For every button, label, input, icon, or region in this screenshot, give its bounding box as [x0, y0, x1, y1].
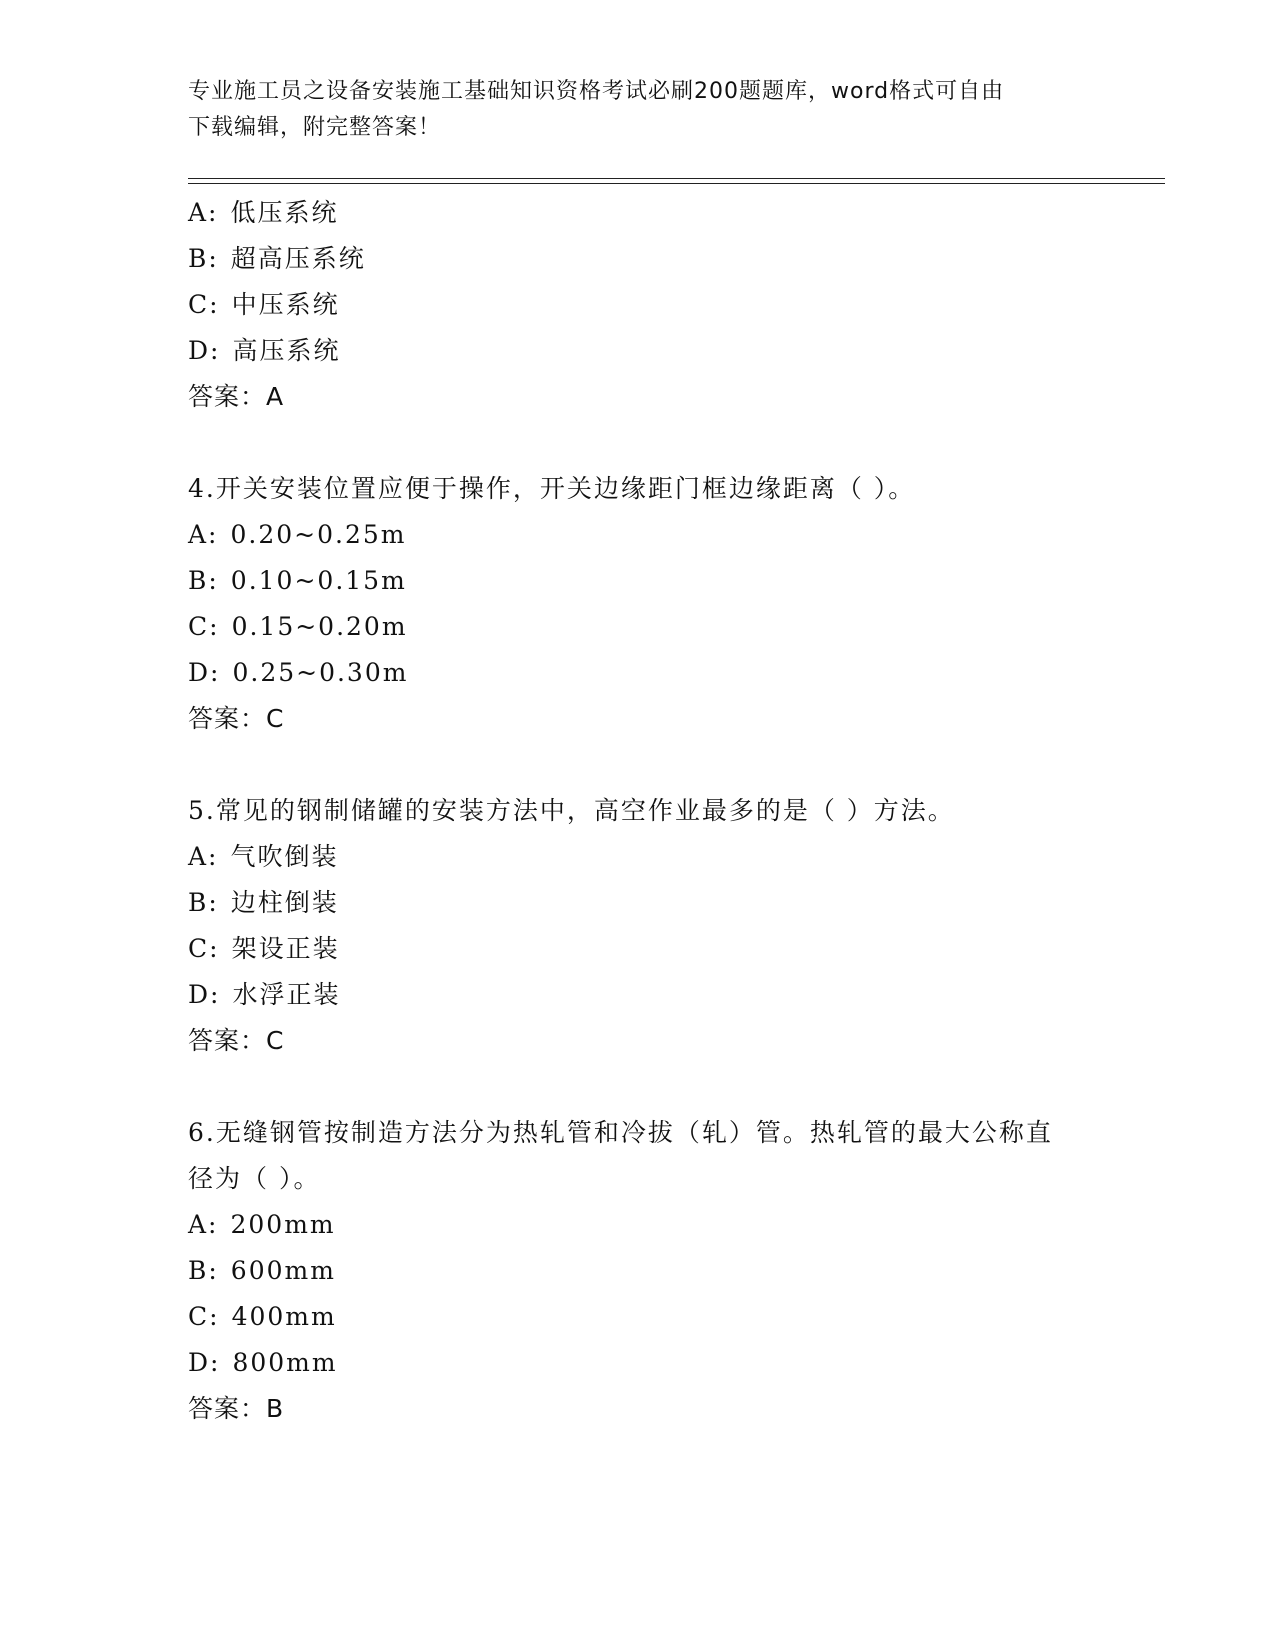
option-label: B:: [188, 244, 219, 273]
option-label: C:: [188, 290, 220, 319]
q5-option-a: [188, 834, 1088, 880]
q4-question: 4.开关安装位置应便于操作，开关边缘距门框边缘距离（ ）。: [188, 474, 916, 503]
q3-option-c: [188, 282, 1088, 328]
option-text: 低压系统: [230, 198, 339, 227]
header-line-2: 下载编辑，附完整答案！: [188, 115, 442, 140]
question-5-block: [188, 788, 1088, 1064]
option-label: B:: [188, 888, 219, 917]
option-label: C:: [188, 612, 220, 641]
spacer: [188, 420, 1088, 466]
option-label: B:: [188, 566, 219, 595]
header-divider-bottom: [188, 183, 1165, 184]
question-3-block: [188, 190, 1088, 420]
option-label: C:: [188, 934, 220, 963]
spacer: [188, 1064, 1088, 1110]
q6-option-c: [188, 1294, 1088, 1340]
option-text: 800mm: [232, 1348, 338, 1377]
q5-option-d: [188, 972, 1088, 1018]
q4-option-c: [188, 604, 1088, 650]
spacer: [188, 742, 1088, 788]
q5-option-c: [188, 926, 1088, 972]
q6-answer: 答案：B: [188, 1394, 285, 1423]
option-text: 气吹倒装: [230, 842, 339, 871]
q6-option-b: [188, 1248, 1088, 1294]
q6-option-d: [188, 1340, 1088, 1386]
q6-option-a: [188, 1202, 1088, 1248]
option-text: 高压系统: [232, 336, 341, 365]
option-label: A:: [188, 198, 219, 227]
header-line-1: 专业施工员之设备安装施工基础知识资格考试必刷200题题库，word格式可自由: [188, 79, 1005, 104]
header-divider-top: [188, 178, 1165, 179]
option-text: 400mm: [231, 1302, 337, 1331]
q6-question: 6.无缝钢管按制造方法分为热轧管和冷拔（轧）管。热轧管的最大公称直径为（ ）。: [188, 1118, 1053, 1193]
q3-answer: 答案：A: [188, 382, 285, 411]
option-label: B:: [188, 1256, 219, 1285]
option-text: 边柱倒装: [230, 888, 339, 917]
q3-option-a: [188, 190, 1088, 236]
option-text: 超高压系统: [230, 244, 366, 273]
q5-question: 5.常见的钢制储罐的安装方法中，高空作业最多的是（ ）方法。: [188, 796, 955, 825]
question-list: [188, 190, 1088, 1432]
q4-option-b: [188, 558, 1088, 604]
option-label: D:: [188, 658, 221, 687]
option-label: C:: [188, 1302, 220, 1331]
option-text: 0.15~0.20m: [231, 612, 408, 641]
option-text: 0.10~0.15m: [230, 566, 407, 595]
option-label: D:: [188, 336, 221, 365]
option-text: 架设正装: [231, 934, 340, 963]
q4-option-d: [188, 650, 1088, 696]
question-6-block: [188, 1110, 1088, 1432]
q3-option-d: [188, 328, 1088, 374]
option-label: D:: [188, 980, 221, 1009]
q4-answer: 答案：C: [188, 704, 285, 733]
q5-option-b: [188, 880, 1088, 926]
option-text: 200mm: [230, 1210, 336, 1239]
option-text: 水浮正装: [232, 980, 341, 1009]
document-header: [188, 74, 1068, 146]
option-label: A:: [188, 842, 219, 871]
q4-option-a: [188, 512, 1088, 558]
q3-option-b: [188, 236, 1088, 282]
option-label: A:: [188, 1210, 219, 1239]
option-text: 0.20~0.25m: [230, 520, 407, 549]
question-4-block: [188, 466, 1088, 742]
option-text: 600mm: [230, 1256, 336, 1285]
option-text: 中压系统: [231, 290, 340, 319]
q5-answer: 答案：C: [188, 1026, 285, 1055]
option-label: D:: [188, 1348, 221, 1377]
option-text: 0.25~0.30m: [232, 658, 409, 687]
option-label: A:: [188, 520, 219, 549]
